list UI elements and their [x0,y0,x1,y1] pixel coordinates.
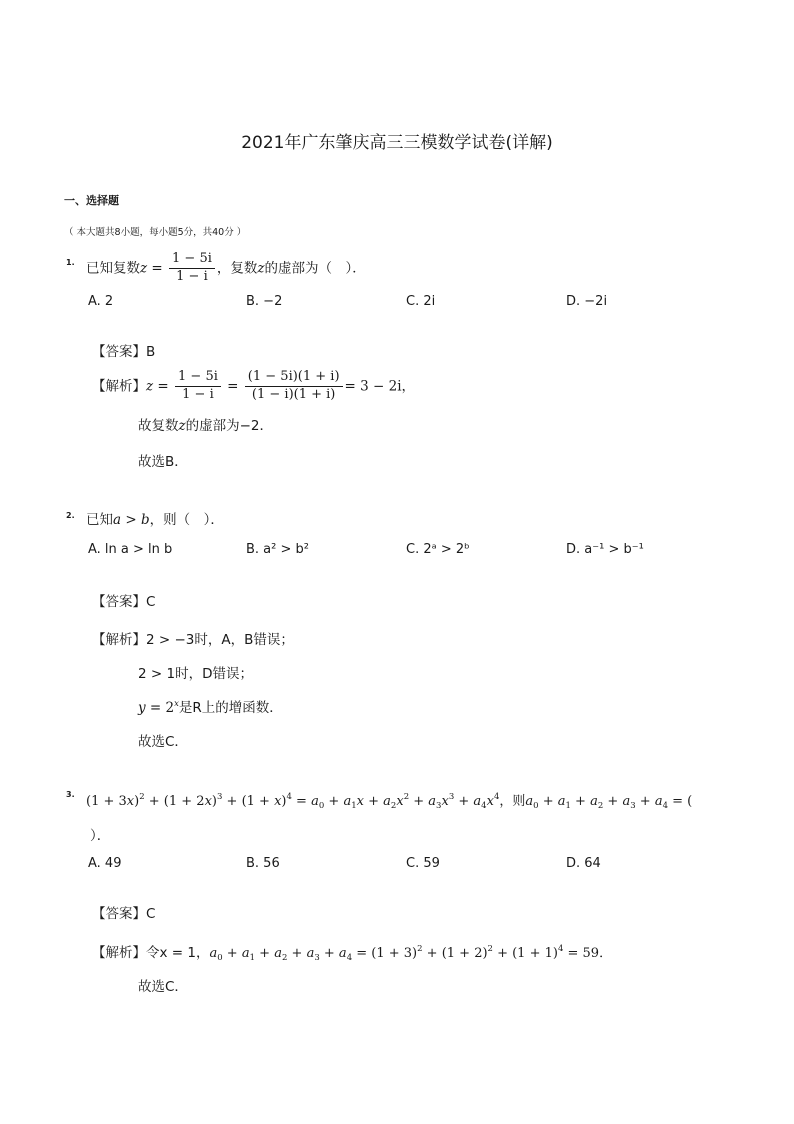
analysis-text: 令x = 1， [146,945,210,961]
question-number: 3. [66,790,75,799]
answer-line [92,590,155,610]
section-title: 一、选择题 [64,194,119,207]
question-stem: $(1 + 3x)^2 + (1 + 2x)^3 + (1 + x)^4 = a_0 + a_1x + a_2x^2 + a_3x^3 + a_4x^4$，则$a_0 + a_1 + a_2 + a_3 + a_4$ = ( [86,792,693,811]
question-number: 1. [66,258,75,267]
answer-value: B [146,344,156,360]
analysis-line: 【解析】z = $\frac{1 - 5i}{1 - i}$ = $\frac{(1 - 5i)(1 + i)}{(1 - i)(1 + i)}$ = 3 − 2i， [92,369,416,402]
question-stem-continued: ）． [90,828,111,844]
stem-text: 已知 [86,512,113,528]
stem-text: ，则（ ）． [149,512,224,528]
analysis-line: 故选C． [138,734,188,750]
question-stem: 已知复数z = $\frac{1 - 5i}{1 - i}$ ，复数z的虚部为（ ）． [86,251,366,284]
analysis-label: 【解析】 [92,632,146,648]
analysis-line: 故选B． [138,454,188,470]
answer-label: 【答案】 [92,344,146,360]
analysis-line: 2 > 1时，D错误； [138,666,253,682]
option-d: D. a⁻¹ > b⁻¹ [566,542,644,557]
stem-text: = ( [672,794,693,809]
analysis-line: 故复数z的虚部为−2． [138,418,274,434]
answer-line [92,902,155,922]
option-b: B. 56 [246,856,280,871]
option-d: D. −2i [566,294,608,309]
question-stem: 已知a > b，则（ ）． [86,512,224,528]
stem-text: ，则 [499,794,526,809]
answer-line [92,340,155,360]
option-c: C. 59 [406,856,440,871]
analysis-text: 2 > −3时，A，B错误； [146,632,294,648]
stem-text: 的虚部为（ ）． [264,260,366,277]
option-d: D. 64 [566,856,601,871]
option-b: B. −2 [246,294,283,309]
analysis-text: 的虚部为−2． [185,418,274,434]
option-b: B. a² > b² [246,542,309,557]
option-a: A. ln a > ln b [88,542,173,557]
math-var: z [140,260,148,277]
stem-text: 已知复数 [86,260,140,277]
math-fraction: $\frac{1 - 5i}{1 - i}$ [175,370,221,403]
answer-label: 【答案】 [92,594,146,610]
option-c: C. 2ᵃ > 2ᵇ [406,542,470,557]
math-fraction: $\frac{(1 - 5i)(1 + i)}{(1 - i)(1 + i)}$ [245,370,343,403]
stem-text: ，复数 [216,260,258,277]
analysis-label: 【解析】 [92,945,146,961]
analysis-label: 【解析】 [92,378,146,395]
analysis-line: 【解析】令x = 1，$a_0 + a_1 + a_2 + a_3 + a_4 = (1 + 3)^2 + (1 + 2)^2 + (1 + 1)^4 = 59$． [92,944,613,963]
option-a: A. 2 [88,294,114,309]
math-fraction: $\frac{1 - 5i}{1 - i}$ [169,252,215,285]
section-note: （ 本大题共8小题，每小题5分，共40分 ） [64,227,247,238]
question-number: 2. [66,511,75,520]
option-a: A. 49 [88,856,122,871]
answer-value: C [146,594,156,610]
page-title: 2021年广东肇庆高三三模数学试卷(详解) [241,133,553,153]
analysis-line [92,628,294,648]
option-c: C. 2i [406,294,436,309]
analysis-line: $y = 2^x$是R上的增函数． [138,699,283,716]
analysis-text: 故复数 [138,418,179,434]
analysis-line: 故选C． [138,979,188,995]
answer-value: C [146,906,156,922]
analysis-text: = 3 − 2i， [344,378,416,395]
analysis-text: 是R上的增函数． [178,700,283,716]
answer-label: 【答案】 [92,906,146,922]
